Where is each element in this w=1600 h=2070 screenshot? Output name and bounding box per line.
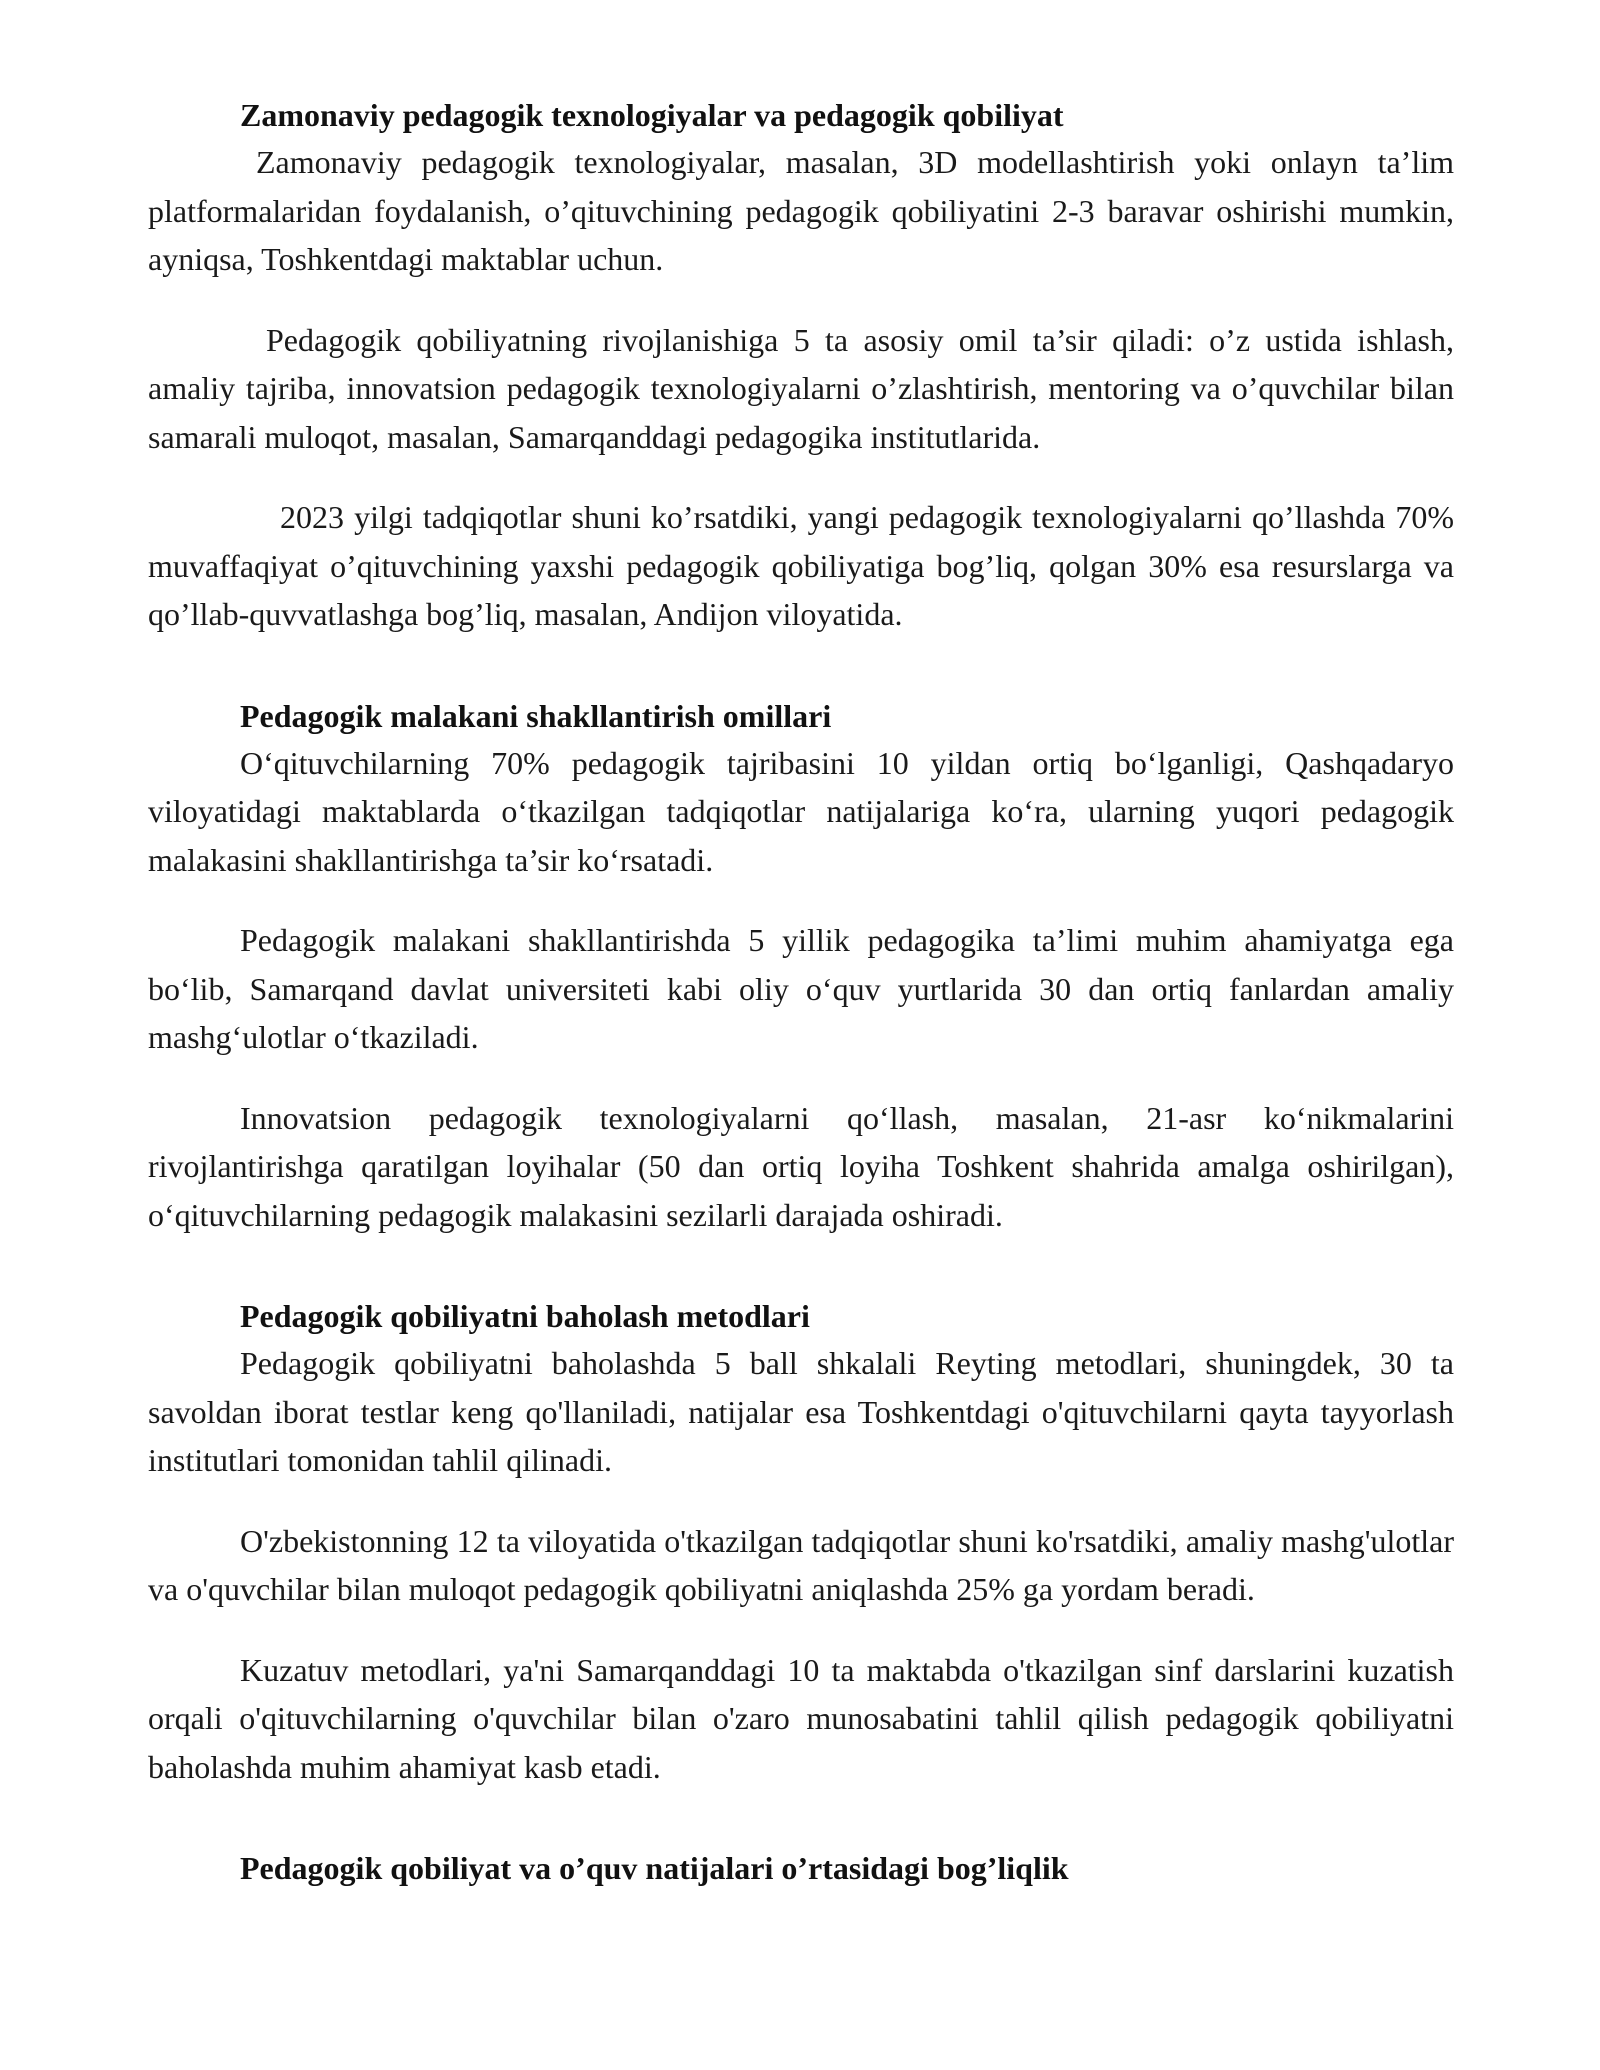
section-heading: Pedagogik qobiliyatni baholash metodlari: [240, 1298, 810, 1334]
paragraph: O‘qituvchilarning 70% pedagogik tajribasini 10 yildan ortiq bo‘lganligi, Qashqadaryo viloyatidagi maktablarda o‘tkazilgan tadqiqotlar natijalariga ko‘ra, ularning yuqori pedagogik malakasini shakllantirishga ta’sir ko‘rsatadi.: [148, 744, 1454, 878]
paragraph: Innovatsion pedagogik texnologiyalarni qo‘llash, masalan, 21-asr ko‘nikmalarini rivojlantirishga qaratilgan loyihalar (50 dan ortiq loyiha Toshkent shahrida amalga oshirilgan), o‘qituvchilarning pedagogik malakasini sezilarli darajada oshiradi.: [148, 1099, 1454, 1233]
paragraph: Pedagogik malakani shakllantirishda 5 yillik pedagogika ta’limi muhim ahamiyatga ega bo‘lib, Samarqand davlat universiteti kabi oliy o‘quv yurtlarida 30 dan ortiq fanlardan amaliy mashg‘ulotlar o‘tkaziladi.: [148, 922, 1454, 1055]
document-page: [148, 92, 1454, 1891]
section-heading: Pedagogik malakani shakllantirish omillari: [240, 697, 832, 734]
section-heading: Zamonaviy pedagogik texnologiyalar va pedagogik qobiliyat: [240, 97, 1064, 133]
paragraph: Zamonaviy pedagogik texnologiyalar, masalan, 3D modellashtirish yoki onlayn ta’lim platformalaridan foydalanish, o’qituvchining pedagogik qobiliyatini 2-3 baravar oshirishi mumkin, ayniqsa, Toshkentdagi maktablar uchun.: [148, 144, 1454, 277]
paragraph: 2023 yilgi tadqiqotlar shuni ko’rsatdiki, yangi pedagogik texnologiyalarni qo’llashda 70% muvaffaqiyat o’qituvchining yaxshi pedagogik qobiliyatiga bog’liq, qolgan 30% esa resurslarga va qo’llab-quvvatlashga bog’liq, masalan, Andijon viloyatida.: [148, 499, 1454, 632]
section-modern-technologies: [148, 92, 1454, 639]
paragraph: O'zbekistonning 12 ta viloyatida o'tkazilgan tadqiqotlar shuni ko'rsatdiki, amaliy mashg'ulotlar va o'quvchilar bilan muloqot pedagogik qobiliyatni aniqlashda 25% ga yordam beradi.: [148, 1522, 1454, 1607]
section-skill-factors: [148, 693, 1454, 1240]
paragraph: Pedagogik qobiliyatni baholashda 5 ball shkalali Reyting metodlari, shuningdek, 30 ta savoldan iborat testlar keng qo'llaniladi, natijalar esa Toshkentdagi o'qituvchilarni qayta tayyorlash institutlari tomonidan tahlil qilinadi.: [148, 1345, 1454, 1478]
paragraph: Kuzatuv metodlari, ya'ni Samarqanddagi 10 ta maktabda o'tkazilgan sinf darslarini kuzatish orqali o'qituvchilarning o'quvchilar bilan o'zaro munosabatini tahlil qilish pedagogik qobiliyatni baholashda muhim ahamiyat kasb etadi.: [148, 1651, 1454, 1785]
section-ability-and-outcomes: [148, 1845, 1454, 1891]
section-assessment-methods: [148, 1293, 1454, 1791]
paragraph: Pedagogik qobiliyatning rivojlanishiga 5 ta asosiy omil ta’sir qiladi: o’z ustida ishlash, amaliy tajriba, innovatsion pedagogik texnologiyalarni o’zlashtirish, mentoring va o’quvchilar bilan samarali muloqot, masalan, Samarqanddagi pedagogika institutlarida.: [148, 321, 1454, 455]
section-heading: Pedagogik qobiliyat va o’quv natijalari o’rtasidagi bog’liqlik: [240, 1850, 1069, 1886]
